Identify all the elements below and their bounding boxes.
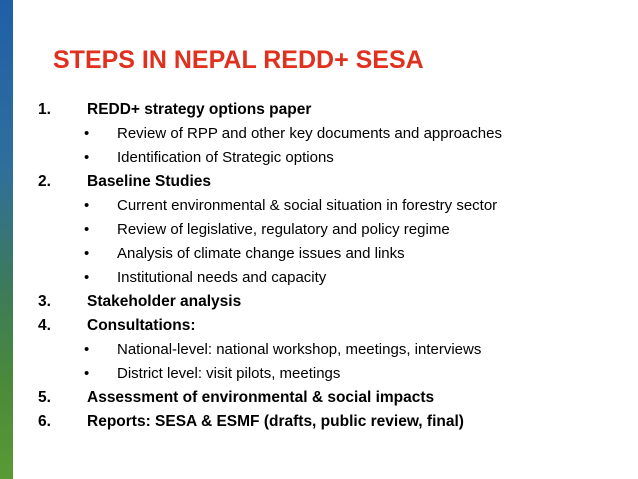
step-label: Assessment of environmental & social impacts: [87, 389, 435, 406]
bullet-icon: •: [84, 149, 90, 166]
step-item: [38, 170, 628, 194]
sub-item: [38, 362, 628, 386]
sub-item: [38, 266, 628, 290]
sub-item-label: Identification of Strategic options: [117, 149, 334, 166]
step-item: [38, 386, 628, 410]
step-label: Consultations:: [87, 317, 196, 334]
sub-item-label: Institutional needs and capacity: [117, 269, 327, 286]
step-number: 5.: [38, 389, 51, 406]
bullet-icon: •: [84, 125, 90, 142]
sub-item-label: Current environmental & social situation in forestry sector: [117, 197, 498, 214]
bullet-icon: •: [84, 341, 90, 358]
bullet-icon: •: [84, 269, 90, 286]
step-label: Stakeholder analysis: [87, 293, 242, 310]
sub-item-label: Review of legislative, regulatory and policy regime: [117, 221, 450, 238]
sub-item-label: National-level: national workshop, meetings, interviews: [117, 341, 482, 358]
bullet-icon: •: [84, 365, 90, 382]
side-accent-bar: [0, 0, 13, 479]
step-item: [38, 410, 628, 434]
step-label: Reports: SESA & ESMF (drafts, public review, final): [87, 413, 464, 430]
step-number: 6.: [38, 413, 51, 430]
step-number: 3.: [38, 293, 51, 310]
sub-item: [38, 146, 628, 170]
sub-item: [38, 218, 628, 242]
sub-item-label: Review of RPP and other key documents and approaches: [117, 125, 502, 142]
sub-item: [38, 242, 628, 266]
step-label: REDD+ strategy options paper: [87, 101, 312, 118]
sub-item: [38, 122, 628, 146]
sub-item: [38, 338, 628, 362]
step-item: [38, 314, 628, 338]
steps-list: [38, 98, 628, 434]
step-item: [38, 290, 628, 314]
step-item: [38, 98, 628, 122]
step-number: 1.: [38, 101, 51, 118]
sub-item: [38, 194, 628, 218]
slide-title: STEPS IN NEPAL REDD+ SESA: [53, 46, 424, 74]
bullet-icon: •: [84, 197, 90, 214]
sub-item-label: Analysis of climate change issues and links: [117, 245, 405, 262]
step-number: 2.: [38, 173, 51, 190]
bullet-icon: •: [84, 221, 90, 238]
step-label: Baseline Studies: [87, 173, 212, 190]
bullet-icon: •: [84, 245, 90, 262]
step-number: 4.: [38, 317, 51, 334]
sub-item-label: District level: visit pilots, meetings: [117, 365, 341, 382]
